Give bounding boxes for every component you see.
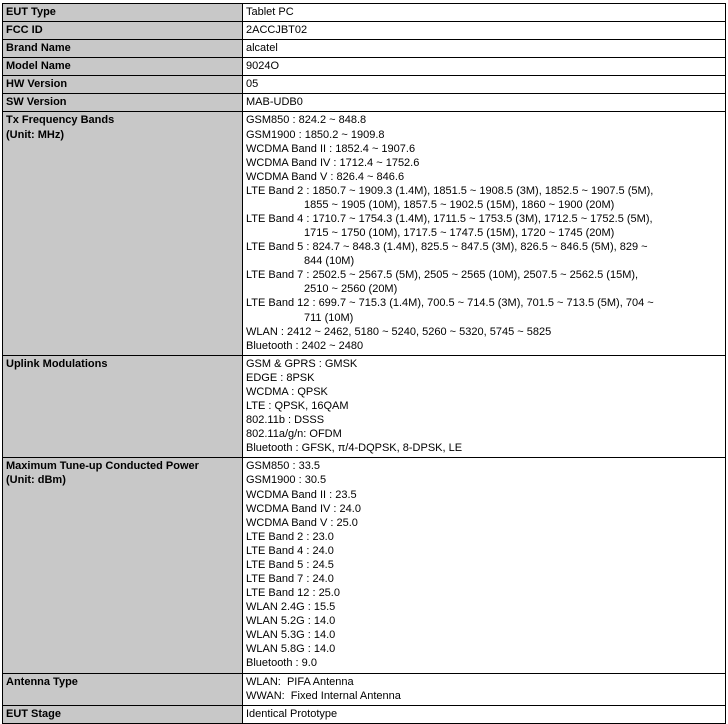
row-value-eut-type: Tablet PC (243, 4, 726, 22)
row-value-uplink-modulations (243, 355, 726, 458)
value-line: GSM850 : 824.2 ~ 848.8 (246, 114, 367, 127)
value-line: LTE Band 7 : 24.0 (246, 572, 334, 585)
value-line: 2510 ~ 2560 (20M) (304, 283, 398, 296)
table-row (3, 112, 726, 355)
eut-specification-table (2, 3, 726, 724)
row-label-uplink-modulations: Uplink Modulations (3, 355, 243, 458)
value-line: WCDMA Band II : 23.5 (246, 488, 357, 501)
value-line: 1855 ~ 1905 (10M), 1857.5 ~ 1902.5 (15M), 1860 ~ 1900 (20M) (304, 198, 615, 211)
value-line: Bluetooth : 9.0 (246, 657, 317, 670)
row-label-model-name: Model Name (3, 58, 243, 76)
value-line: WLAN 5.8G : 14.0 (246, 643, 336, 656)
value-line: GSM850 : 33.5 (246, 460, 320, 473)
value-line: 1715 ~ 1750 (10M), 1717.5 ~ 1747.5 (15M), 1720 ~ 1745 (20M) (304, 227, 615, 240)
value-line: Bluetooth : 2402 ~ 2480 (246, 339, 364, 352)
table-row (3, 22, 726, 40)
value-line: LTE Band 4 : 1710.7 ~ 1754.3 (1.4M), 1711.5 ~ 1753.5 (3M), 1712.5 ~ 1752.5 (5M), (246, 213, 653, 226)
row-value-brand-name: alcatel (243, 40, 726, 58)
value-line: WLAN 5.2G : 14.0 (246, 615, 336, 628)
table-row (3, 705, 726, 723)
row-value-model-name: 9024O (243, 58, 726, 76)
row-label-eut-type: EUT Type (3, 4, 243, 22)
row-label-max-tuneup-power-unit: (Unit: dBm) (6, 474, 66, 487)
value-line: LTE : QPSK, 16QAM (246, 400, 349, 413)
value-line: 711 (10M) (304, 311, 354, 324)
table-body (3, 4, 726, 724)
value-line: LTE Band 5 : 824.7 ~ 848.3 (1.4M), 825.5 ~ 847.5 (3M), 826.5 ~ 846.5 (5M), 829 ~ (246, 241, 648, 254)
table-row (3, 76, 726, 94)
row-label-max-tuneup-power (3, 458, 243, 673)
table-row (3, 4, 726, 22)
table-row (3, 673, 726, 705)
table-row (3, 458, 726, 673)
value-line: WCDMA Band IV : 1712.4 ~ 1752.6 (246, 156, 420, 169)
value-line: 802.11a/g/n: OFDM (246, 428, 342, 441)
value-line: 802.11b : DSSS (246, 414, 325, 427)
row-label-tx-frequency-bands-title: Tx Frequency Bands (6, 114, 115, 127)
value-line: GSM1900 : 1850.2 ~ 1909.8 (246, 128, 385, 141)
value-line: LTE Band 5 : 24.5 (246, 558, 334, 571)
row-label-fcc-id: FCC ID (3, 22, 243, 40)
row-label-brand-name: Brand Name (3, 40, 243, 58)
value-line: 844 (10M) (304, 255, 355, 268)
row-value-max-tuneup-power (243, 458, 726, 673)
row-value-antenna-type (243, 673, 726, 705)
row-label-antenna-type: Antenna Type (3, 673, 243, 705)
value-line: LTE Band 12 : 699.7 ~ 715.3 (1.4M), 700.5 ~ 714.5 (3M), 701.5 ~ 713.5 (5M), 704 ~ (246, 297, 654, 310)
value-line: LTE Band 12 : 25.0 (246, 587, 340, 600)
row-value-tx-frequency-bands (243, 112, 726, 355)
value-line: LTE Band 2 : 23.0 (246, 530, 334, 543)
value-line: WCDMA Band II : 1852.4 ~ 1907.6 (246, 142, 416, 155)
row-label-hw-version: HW Version (3, 76, 243, 94)
row-value-sw-version: MAB-UDB0 (243, 94, 726, 112)
row-label-eut-stage: EUT Stage (3, 705, 243, 723)
value-line: LTE Band 7 : 2502.5 ~ 2567.5 (5M), 2505 ~ 2565 (10M), 2507.5 ~ 2562.5 (15M), (246, 269, 639, 282)
row-value-eut-stage: Identical Prototype (243, 705, 726, 723)
value-line: WWAN: Fixed Internal Antenna (246, 689, 401, 702)
value-line: WLAN 5.3G : 14.0 (246, 629, 336, 642)
value-line: WCDMA Band V : 826.4 ~ 846.6 (246, 170, 405, 183)
table-row (3, 94, 726, 112)
value-line: WLAN: PIFA Antenna (246, 675, 354, 688)
value-line: LTE Band 2 : 1850.7 ~ 1909.3 (1.4M), 1851.5 ~ 1908.5 (3M), 1852.5 ~ 1907.5 (5M), (246, 184, 654, 197)
table-row (3, 58, 726, 76)
row-label-tx-frequency-bands (3, 112, 243, 355)
value-line: LTE Band 4 : 24.0 (246, 544, 334, 557)
value-line: Bluetooth : GFSK, π/4-DQPSK, 8-DPSK, LE (246, 442, 463, 455)
value-line: WCDMA : QPSK (246, 385, 328, 398)
value-line: WCDMA Band V : 25.0 (246, 516, 358, 529)
row-value-hw-version: 05 (243, 76, 726, 94)
value-line: EDGE : 8PSK (246, 371, 315, 384)
row-label-sw-version: SW Version (3, 94, 243, 112)
row-label-tx-frequency-bands-unit: (Unit: MHz) (6, 128, 65, 141)
value-line: WLAN 2.4G : 15.5 (246, 601, 336, 614)
table-row (3, 40, 726, 58)
value-line: WCDMA Band IV : 24.0 (246, 502, 361, 515)
value-line: GSM1900 : 30.5 (246, 474, 327, 487)
value-line: WLAN : 2412 ~ 2462, 5180 ~ 5240, 5260 ~ 5320, 5745 ~ 5825 (246, 325, 552, 338)
value-line: GSM & GPRS : GMSK (246, 357, 358, 370)
row-label-max-tuneup-power-title: Maximum Tune-up Conducted Power (6, 460, 199, 473)
table-row (3, 355, 726, 458)
row-value-fcc-id: 2ACCJBT02 (243, 22, 726, 40)
